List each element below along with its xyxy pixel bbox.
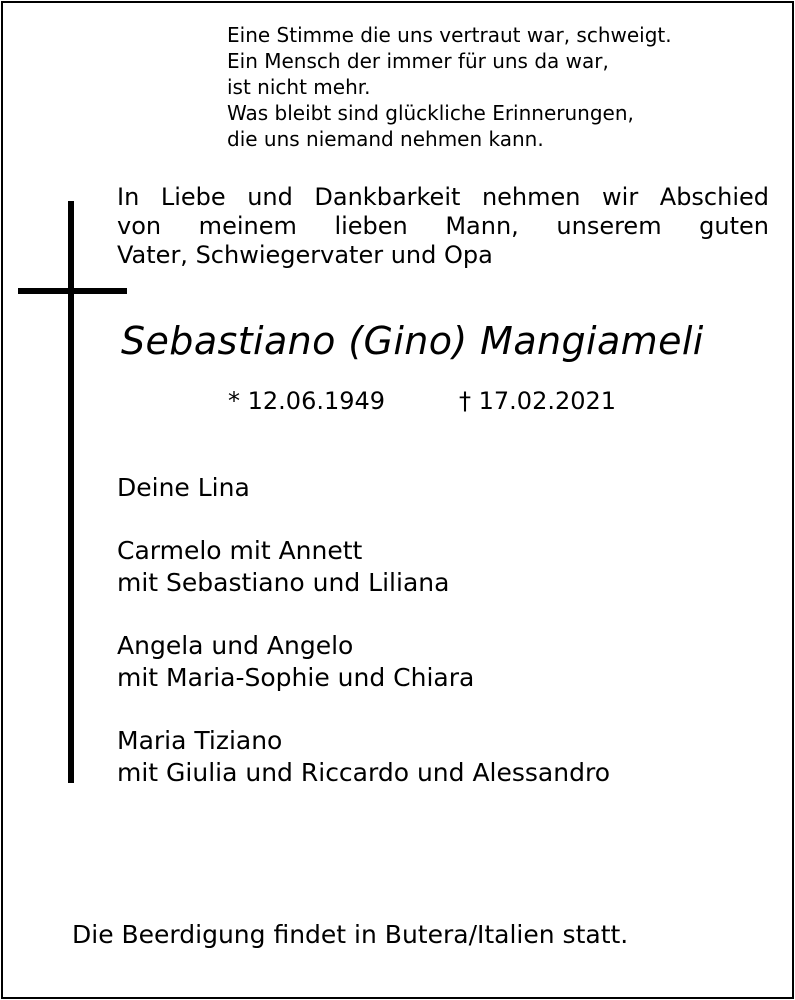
farewell-line: Vater, Schwiegervater und Opa	[117, 241, 493, 269]
deceased-name: Sebastiano (Gino) Mangiameli	[121, 319, 704, 363]
farewell-line: von meinem lieben Mann, unserem guten	[117, 212, 769, 240]
memorial-poem	[227, 22, 672, 152]
poem-line: die uns niemand nehmen kann.	[227, 127, 544, 151]
poem-line: Was bleibt sind glückliche Erinnerungen,	[227, 101, 634, 125]
funeral-notice: Die Beerdigung findet in Butera/Italien statt.	[72, 920, 629, 949]
mourner-line: Deine Lina	[117, 473, 250, 502]
farewell-line: In Liebe und Dankbarkeit nehmen wir Abschied	[117, 183, 769, 211]
cross-icon-beam	[18, 288, 127, 294]
mourner-group	[117, 630, 610, 694]
poem-line: ist nicht mehr.	[227, 75, 371, 99]
poem-line: Ein Mensch der immer für uns da war,	[227, 49, 609, 73]
birth-date: * 12.06.1949	[228, 387, 386, 415]
mourner-line: Maria Tiziano	[117, 726, 283, 755]
mourner-line: mit Maria-Sophie und Chiara	[117, 663, 475, 692]
death-date: † 17.02.2021	[459, 387, 617, 415]
mourner-line: Carmelo mit Annett	[117, 536, 363, 565]
mourner-line: mit Sebastiano und Liliana	[117, 568, 450, 597]
farewell-text	[117, 183, 769, 270]
mourner-line: Angela und Angelo	[117, 631, 354, 660]
mourner-group	[117, 535, 610, 599]
mourners-list	[117, 472, 610, 820]
mourner-group	[117, 472, 610, 504]
mourner-group	[117, 725, 610, 789]
mourner-line: mit Giulia und Riccardo und Alessandro	[117, 758, 610, 787]
poem-line: Eine Stimme die uns vertraut war, schweigt.	[227, 23, 672, 47]
